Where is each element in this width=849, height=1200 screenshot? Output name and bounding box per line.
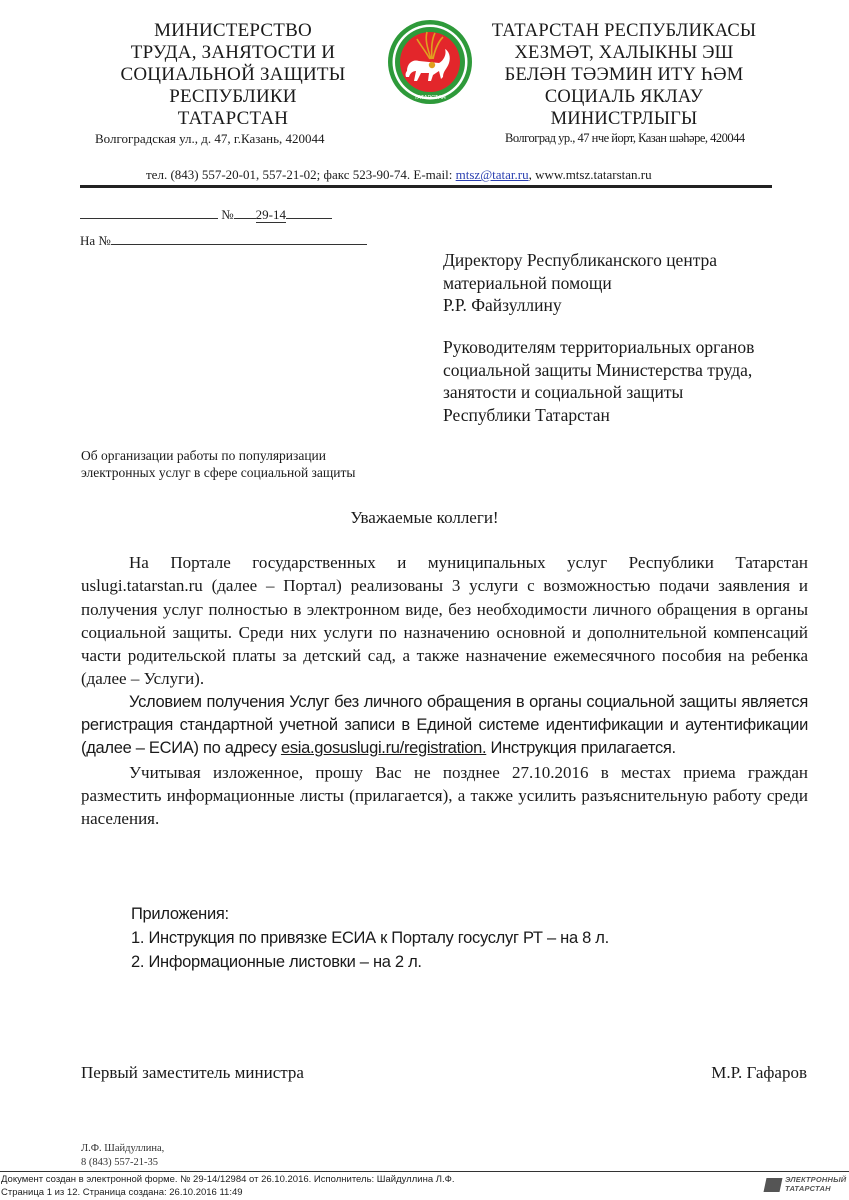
ministry-name-russian bbox=[88, 20, 378, 130]
footer-divider bbox=[0, 1171, 849, 1172]
addressee-line: Республики Татарстан bbox=[443, 404, 610, 425]
ministry-name-line: РЕСПУБЛИКИ bbox=[169, 86, 297, 107]
contacts-phones: тел. (843) 557-20-01, 557-21-02; факс 523-90-74. E-mail: bbox=[146, 167, 456, 182]
emblem-ring-text: ТАТАРСТАН bbox=[414, 95, 446, 101]
signatory-title: Первый заместитель министра bbox=[81, 1063, 304, 1082]
attachments-title: Приложения: bbox=[131, 905, 229, 923]
ministry-name-line: БЕЛӘН ТӘЭМИН ИТҮ ҺӘМ bbox=[504, 65, 744, 85]
signatory-name: М.Р. Гафаров bbox=[711, 1063, 807, 1082]
reply-to-number-line bbox=[80, 231, 367, 249]
ministry-name-line: ТАТАРСТАН bbox=[177, 108, 289, 129]
paragraph-2-text: Условием получения Услуг без личного обращения в органы социальной защиты является регистрация стандартной учетной записи в Единой системе идентификации и аутентификации (далее – ЕСИА) по адресу bbox=[81, 692, 808, 758]
letterhead-divider bbox=[80, 185, 772, 188]
addressee-line: Руководителям территориальных органов bbox=[443, 337, 755, 357]
addressee-line: материальной помощи bbox=[443, 272, 612, 293]
outgoing-number-line bbox=[80, 205, 332, 223]
executor-phone: 8 (843) 557-21-35 bbox=[81, 1157, 158, 1168]
address-russian: Волгоградская ул., д. 47, г.Казань, 420044 bbox=[95, 131, 325, 146]
ministry-name-line: ТРУДА, ЗАНЯТОСТИ И bbox=[130, 42, 336, 63]
footer-line-1: Документ создан в электронной форме. № 29-14/12984 от 26.10.2016. Исполнитель: Шайдуллина Л.Ф. bbox=[1, 1174, 455, 1185]
addressee-block bbox=[443, 336, 823, 426]
body-paragraph-2 bbox=[81, 691, 808, 761]
number-blank-suffix bbox=[286, 205, 332, 219]
date-blank bbox=[80, 205, 218, 219]
body-paragraph-3: Учитывая изложенное, прошу Вас не позднее 27.10.2016 в местах приема граждан разместить информационные листы (прилагается), а также усилить разъяснительную работу среди населения. bbox=[81, 762, 808, 829]
logo-text bbox=[785, 1176, 846, 1193]
contacts-website: , www.mtsz.tatarstan.ru bbox=[528, 167, 652, 182]
body-paragraph-1: На Портале государственных и муниципальных услуг Республики Татарстан uslugi.tatarstan.ru (далее – Портал) реализованы 3 услуги с возможностью подачи заявления и получения услуг полностью в электронном виде, без необходимости личного обращения в органы социальной защиты. Среди них услуги по назначению основной и дополнительной компенсаций части родительской платы за детский сад, а также назначение ежемесячного пособия на ребенка (далее – Услуги). bbox=[81, 553, 808, 689]
attachment-item: 2. Информационные листовки – на 2 л. bbox=[131, 953, 422, 971]
number-label: № bbox=[221, 207, 234, 222]
electronic-tatarstan-logo bbox=[765, 1176, 845, 1196]
addressee-line: Р.Р. Файзуллину bbox=[443, 295, 562, 315]
addressee-line: Директору Республиканского центра bbox=[443, 250, 718, 270]
addressee-line: занятости и социальной защиты bbox=[443, 382, 684, 402]
paragraph-2-tail: Инструкция прилагается. bbox=[486, 739, 676, 758]
letter-subject bbox=[81, 447, 411, 481]
number-value: 29-14 bbox=[255, 207, 286, 222]
attachments-list bbox=[131, 902, 609, 974]
addressee-line: социальной защиты Министерства труда, bbox=[443, 359, 753, 380]
ministry-name-tatar bbox=[478, 20, 770, 130]
attachment-item: 1. Инструкция по привязке ЕСИА к Порталу госуслуг РТ – на 8 л. bbox=[131, 929, 609, 947]
executor-info bbox=[81, 1142, 164, 1170]
ministry-name-line: МИНИСТРЛЫГЫ bbox=[550, 109, 698, 129]
addressee-block bbox=[443, 249, 823, 317]
executor-name: Л.Ф. Шайдуллина, bbox=[81, 1143, 165, 1154]
reply-number-blank bbox=[111, 231, 367, 245]
ministry-name-line: ХЕЗМӘТ, ХАЛЫКНЫ ЭШ bbox=[514, 43, 734, 63]
ministry-name-line: СОЦИАЛЬНОЙ ЗАЩИТЫ bbox=[120, 64, 346, 85]
logo-line-2: ТАТАРСТАН bbox=[785, 1183, 831, 1193]
footer-document-info bbox=[1, 1174, 454, 1199]
address-tatar: Волгоград ур., 47 нче йорт, Казан шәһәре, 420044 bbox=[505, 131, 745, 145]
footer-line-2: Страница 1 из 12. Страница создана: 26.10.2016 11:49 bbox=[1, 1186, 243, 1198]
subject-line: электронных услуг в сфере социальной защиты bbox=[81, 465, 356, 480]
ministry-name-line: СОЦИАЛЬ ЯКЛАУ bbox=[544, 87, 704, 107]
tatarstan-coat-of-arms-icon bbox=[387, 19, 473, 105]
reply-label: На № bbox=[80, 233, 111, 248]
ministry-name-line: МИНИСТЕРСТВО bbox=[154, 20, 312, 41]
logo-line-1: ЭЛЕКТРОННЫЙ bbox=[785, 1175, 847, 1184]
ministry-name-line: ТАТАРСТАН РЕСПУБЛИКАСЫ bbox=[491, 21, 757, 41]
greeting: Уважаемые коллеги! bbox=[350, 508, 499, 527]
esia-registration-link[interactable]: esia.gosuslugi.ru/registration. bbox=[280, 739, 487, 758]
number-blank-prefix bbox=[234, 205, 256, 219]
electronic-tatarstan-logo-icon bbox=[764, 1178, 783, 1192]
contacts-line bbox=[146, 167, 652, 183]
letter-body bbox=[81, 551, 808, 831]
subject-line: Об организации работы по популяризации bbox=[81, 448, 326, 463]
email-link[interactable]: mtsz@tatar.ru bbox=[455, 167, 529, 182]
